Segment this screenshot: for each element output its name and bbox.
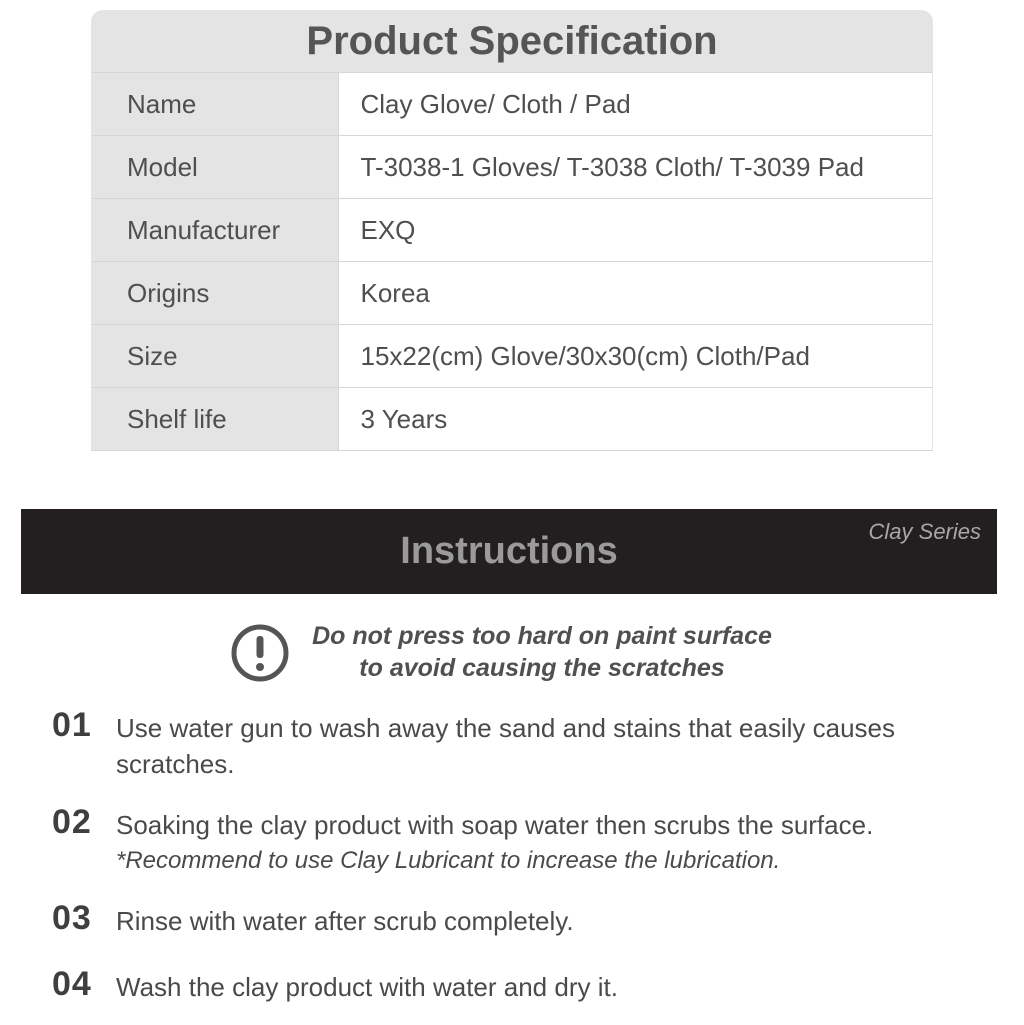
- spec-title: Product Specification: [91, 10, 933, 72]
- step-number: 04: [52, 965, 92, 1003]
- instructions-title: Instructions: [400, 530, 618, 572]
- step-note: *Recommend to use Clay Lubricant to increase the lubrication.: [116, 847, 781, 874]
- product-specification: [91, 10, 933, 451]
- spec-value: 15x22(cm) Glove/30x30(cm) Cloth/Pad: [338, 325, 933, 388]
- instructions-header: [21, 509, 997, 594]
- spec-key: Shelf life: [91, 388, 338, 451]
- step-text: Use water gun to wash away the sand and stains that easily causes scratches.: [116, 713, 895, 779]
- table-row: [91, 199, 933, 262]
- step-text: Rinse with water after scrub completely.: [116, 906, 574, 936]
- warning-line-2: to avoid causing the scratches: [359, 654, 725, 682]
- spec-value: Korea: [338, 262, 933, 325]
- warning-line-1: Do not press too hard on paint surface: [312, 622, 772, 650]
- spec-key: Manufacturer: [91, 199, 338, 262]
- spec-value: Clay Glove/ Cloth / Pad: [338, 73, 933, 136]
- series-label: Clay Series: [868, 519, 981, 544]
- spec-value: T-3038-1 Gloves/ T-3038 Cloth/ T-3039 Pad: [338, 136, 933, 199]
- step-number: 03: [52, 899, 92, 937]
- step-number: 02: [52, 803, 92, 841]
- table-row: [91, 262, 933, 325]
- spec-key: Origins: [91, 262, 338, 325]
- warning-text: [292, 620, 792, 684]
- table-row: [91, 73, 933, 136]
- warning-notice: [230, 620, 810, 690]
- spec-key: Name: [91, 73, 338, 136]
- table-row: [91, 325, 933, 388]
- step-text: Soaking the clay product with soap water then scrubs the surface.: [116, 810, 874, 840]
- spec-key: Size: [91, 325, 338, 388]
- spec-value: 3 Years: [338, 388, 933, 451]
- table-row: [91, 388, 933, 451]
- spec-value: EXQ: [338, 199, 933, 262]
- spec-key: Model: [91, 136, 338, 199]
- table-row: [91, 136, 933, 199]
- step-text: Wash the clay product with water and dry it.: [116, 972, 618, 1002]
- step-text-block: [116, 807, 976, 879]
- exclamation-circle-icon: [230, 623, 290, 683]
- step-number: 01: [52, 706, 92, 744]
- spec-table: [91, 72, 933, 451]
